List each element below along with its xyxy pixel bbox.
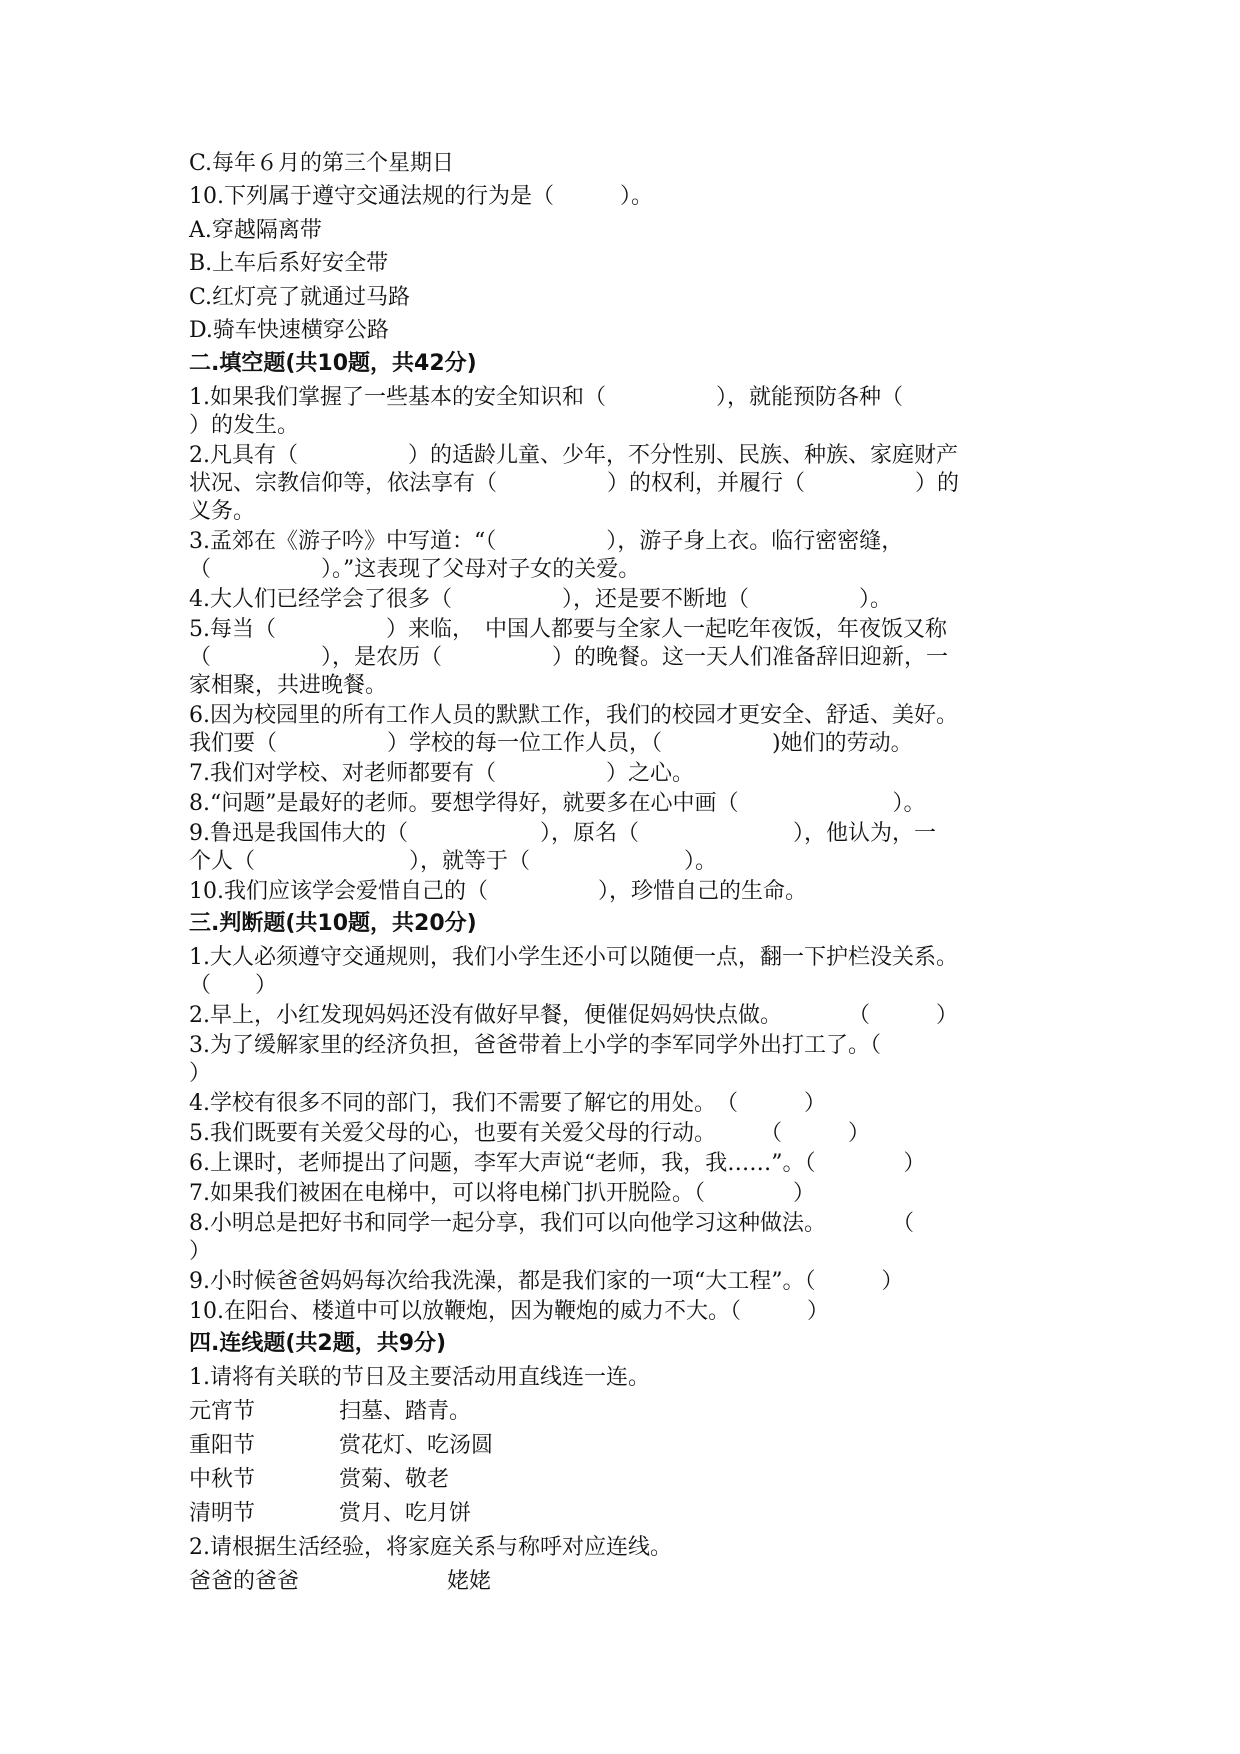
option-a: A.穿越隔离带 [189,218,322,243]
match-right-4: 赏月、吃月饼 [339,1501,472,1526]
fill-q1-cont: ）的发生。 [189,413,300,438]
section-heading-judgment: 三.判断题(共10题，共20分) [189,911,477,936]
judge-q6: 6.上课时，老师提出了问题，李军大声说“老师，我，我……”。（ ） [189,1151,926,1176]
fill-q4: 4.大人们已经学会了很多（ ），还是要不断地（ ）。 [189,587,892,612]
section-heading-fill-blank: 二.填空题(共10题，共42分) [189,351,477,376]
fill-q6-cont: 我们要（ ）学校的每一位工作人员，（ )她们的劳动。 [189,731,913,756]
match-left-4: 清明节 [189,1501,256,1526]
judge-q5: 5.我们既要有关爱父母的心，也要有关爱父母的行动。 （ ） [189,1121,870,1146]
fill-q2-end: 义务。 [189,499,256,524]
fill-q5-end: 家相聚，共进晚餐。 [189,673,388,698]
match-left-1: 元宵节 [189,1399,256,1424]
judge-q3-cont: ） [189,1061,212,1086]
question-10: 10.下列属于遵守交通法规的行为是（ ）。 [189,184,653,209]
fill-q6: 6.因为校园里的所有工作人员的默默工作，我们的校园才更安全、舒适、美好。 [189,703,958,728]
judge-q8-cont: ） [189,1239,212,1264]
fill-q1: 1.如果我们掌握了一些基本的安全知识和（ ），就能预防各种（ [189,385,903,410]
fill-q10: 10.我们应该学会爱惜自己的（ ），珍惜自己的生命。 [189,879,807,904]
option-b: B.上车后系好安全带 [189,251,389,276]
judge-q3: 3.为了缓解家里的经济负担，爸爸带着上小学的李军同学外出打工了。（ [189,1033,881,1058]
fill-q3-cont: （ ）。”这表现了父母对子女的关爱。 [189,557,641,582]
match-left-3: 中秋节 [189,1467,256,1492]
judge-q4: 4.学校有很多不同的部门，我们不需要了解它的用处。 （ ） [189,1091,826,1116]
match-q2: 2.请根据生活经验，将家庭关系与称呼对应连线。 [189,1535,672,1560]
judge-q2: 2.早上，小红发现妈妈还没有做好早餐，便催促妈妈快点做。 （ ） [189,1003,958,1028]
fill-q8: 8.“问题”是最好的老师。要想学得好，就要多在心中画（ ）。 [189,791,926,816]
match-q1: 1.请将有关联的节日及主要活动用直线连一连。 [189,1365,650,1390]
match-q2-right-1: 姥姥 [447,1569,492,1594]
match-right-2: 赏花灯、吃汤圆 [339,1433,494,1458]
option-c-q9: C.每年６月的第三个星期日 [189,151,455,176]
fill-q5: 5.每当（ ）来临， 中国人都要与全家人一起吃年夜饭，年夜饭又称 [189,617,947,642]
judge-q10: 10.在阳台、楼道中可以放鞭炮，因为鞭炮的威力不大。（ ） [189,1299,829,1324]
match-left-2: 重阳节 [189,1433,256,1458]
fill-q2: 2.凡具有（ ）的适龄儿童、少年，不分性别、民族、种族、家庭财产 [189,443,958,468]
fill-q7: 7.我们对学校、对老师都要有（ ）之心。 [189,761,694,786]
judge-q1: 1.大人必须遵守交通规则，我们小学生还小可以随便一点，翻一下护栏没关系。 [189,945,958,970]
judge-q9: 9.小时候爸爸妈妈每次给我洗澡，都是我们家的一项“大工程”。（ ） [189,1269,904,1294]
match-right-1: 扫墓、踏青。 [339,1399,472,1424]
section-heading-matching: 四.连线题(共2题，共9分) [189,1331,447,1356]
judge-q7: 7.如果我们被困在电梯中，可以将电梯门扒开脱险。（ ） [189,1181,815,1206]
option-c: C.红灯亮了就通过马路 [189,285,411,310]
fill-q2-cont: 状况、宗教信仰等，依法享有（ ）的权利，并履行（ ）的 [189,471,960,496]
fill-q9: 9.鲁迅是我国伟大的（ ），原名（ ），他认为，一 [189,821,936,846]
fill-q5-cont: （ ），是农历（ ）的晚餐。这一天人们准备辞旧迎新，一 [189,645,949,670]
fill-q3: 3.孟郊在《游子吟》中写道：“（ ），游子身上衣。临行密密缝， [189,529,904,554]
judge-q1-cont: （ ） [189,973,278,998]
judge-q8: 8.小明总是把好书和同学一起分享，我们可以向他学习这种做法。 （ [189,1211,914,1236]
option-d: D.骑车快速横穿公路 [189,318,389,343]
match-right-3: 赏菊、敬老 [339,1467,450,1492]
match-q2-left-1: 爸爸的爸爸 [189,1569,300,1594]
fill-q9-cont: 个人（ ），就等于（ ）。 [189,849,718,874]
